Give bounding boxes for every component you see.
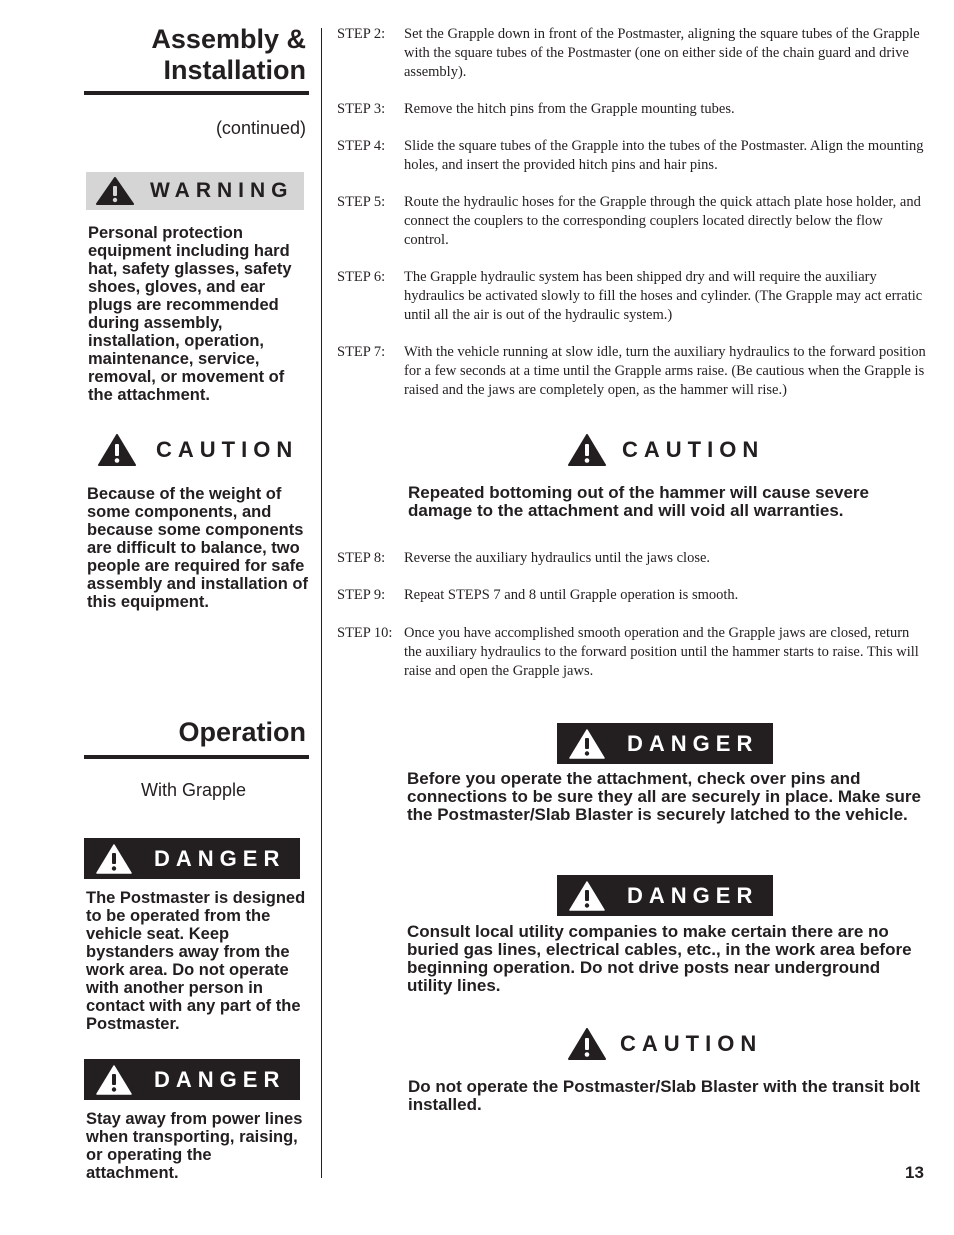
step-item xyxy=(337,586,927,605)
assembly-title xyxy=(151,24,306,86)
step-item xyxy=(337,624,927,681)
warning-triangle-icon xyxy=(96,177,134,205)
warning-banner xyxy=(86,172,304,210)
danger-triangle-icon xyxy=(569,729,605,759)
step-text: Repeat STEPS 7 and 8 until Grapple operation is smooth. xyxy=(404,587,739,603)
step-label: STEP 9: xyxy=(337,587,386,603)
step-text: Reverse the auxiliary hydraulics until the jaws close. xyxy=(404,550,711,566)
danger-banner-right-1 xyxy=(557,723,773,764)
column-divider xyxy=(321,28,322,1178)
assembly-title-line2: Installation xyxy=(163,55,306,85)
step-text: Remove the hitch pins from the Grapple mounting tubes. xyxy=(404,101,735,117)
operation-subtitle: With Grapple xyxy=(141,780,247,800)
caution-label-left: CAUTION xyxy=(156,437,299,462)
step-item xyxy=(337,343,927,400)
operation-title: Operation xyxy=(178,717,306,747)
step-item xyxy=(337,137,927,175)
step-label: STEP 4: xyxy=(337,138,386,154)
step-item xyxy=(337,549,927,568)
danger-label-left-1: DANGER xyxy=(154,845,286,871)
step-item xyxy=(337,25,927,82)
danger-triangle-icon xyxy=(96,844,132,874)
caution-text-left: Because of the weight of some components, and because some components are difficult to balance, two people are required for safe assembly and installation of this equipment. xyxy=(87,485,308,611)
page-number: 13 xyxy=(905,1163,924,1182)
step-label: STEP 10: xyxy=(337,625,393,641)
step-text: With the vehicle running at slow idle, turn the auxiliary hydraulics to the forward position for a few seconds at a time until the Grapple arms raise. (Be cautious when the Grapple is raised and the jaws are completely open, as the hammer will rise.) xyxy=(404,344,926,398)
caution-text-right-1: Repeated bottoming out of the hammer will cause severe damage to the attachment and will void all warranties. xyxy=(408,483,869,520)
step-item xyxy=(337,268,927,325)
warning-text: Personal protection equipment including hard hat, safety glasses, safety shoes, gloves, and ear plugs are recommended during assembly, installation, operation, maintenance, service, removal, or movement of the attachment. xyxy=(88,224,292,404)
assembly-title-line1: Assembly & xyxy=(151,24,306,54)
danger-text-right-1: Before you operate the attachment, check over pins and connections to be sure they all are securely in place. Make sure the Postmaster/Slab Blaster is securely latched to the vehicle. xyxy=(407,769,921,824)
step-label: STEP 3: xyxy=(337,101,386,117)
step-label: STEP 5: xyxy=(337,194,386,210)
caution-label-right-1: CAUTION xyxy=(622,437,765,462)
danger-label-right-2: DANGER xyxy=(627,882,759,908)
step-label: STEP 8: xyxy=(337,550,386,566)
caution-label-right-2: CAUTION xyxy=(620,1031,763,1056)
step-label: STEP 6: xyxy=(337,269,386,285)
caution-triangle-icon xyxy=(98,434,136,466)
section-rule xyxy=(84,91,309,95)
step-text: Once you have accomplished smooth operation and the Grapple jaws are closed, return the auxiliary hydraulics to the forward position until the hammer starts to raise. This will raise and open the Grapple jaws. xyxy=(404,625,919,679)
danger-banner-left-1 xyxy=(84,838,300,879)
danger-triangle-icon xyxy=(569,881,605,911)
danger-banner-right-2 xyxy=(557,875,773,916)
danger-text-left-1: The Postmaster is designed to be operated from the vehicle seat. Keep bystanders away from the work area. Do not operate with another person in contact with any part of the Postmaster. xyxy=(86,889,306,1033)
caution-banner-right-2 xyxy=(568,1028,762,1060)
danger-label-left-2: DANGER xyxy=(154,1066,286,1092)
step-text: Slide the square tubes of the Grapple into the tubes of the Postmaster. Align the mounting holes, and insert the provided hitch pins and hair pins. xyxy=(404,138,924,173)
danger-text-right-2: Consult local utility companies to make certain there are no buried gas lines, electrical cables, etc., in the work area before beginning operation. Do not drive posts near underground utility lines. xyxy=(407,922,912,995)
warning-label: WARNING xyxy=(150,179,294,202)
step-label: STEP 7: xyxy=(337,344,386,360)
step-label: STEP 2: xyxy=(337,26,386,42)
operation-rule xyxy=(84,755,309,759)
step-text: The Grapple hydraulic system has been shipped dry and will require the auxiliary hydraulics be activated slowly to fill the hoses and cylinder. (The Grapple may act erratic until all the air is out of the hydraulic system.) xyxy=(404,269,923,323)
caution-banner-right-1 xyxy=(568,434,764,466)
danger-banner-left-2 xyxy=(84,1059,300,1100)
continued-label: (continued) xyxy=(215,118,306,138)
step-item xyxy=(337,193,927,250)
step-text: Set the Grapple down in front of the Postmaster, aligning the square tubes of the Grapple with the square tubes of the Postmaster (one on either side of the chain guard and drive assembly). xyxy=(404,26,920,80)
caution-text-right-2: Do not operate the Postmaster/Slab Blaster with the transit bolt installed. xyxy=(408,1077,920,1114)
step-item xyxy=(337,100,927,119)
caution-triangle-icon xyxy=(568,1028,606,1060)
caution-banner-left xyxy=(98,434,298,466)
danger-triangle-icon xyxy=(96,1065,132,1095)
danger-label-right-1: DANGER xyxy=(627,730,759,756)
step-text: Route the hydraulic hoses for the Grapple through the quick attach plate hose holder, and connect the couplers to the corresponding couplers located directly below the flow control. xyxy=(404,194,921,248)
caution-triangle-icon xyxy=(568,434,606,466)
danger-text-left-2: Stay away from power lines when transporting, raising, or operating the attachment. xyxy=(86,1110,303,1182)
